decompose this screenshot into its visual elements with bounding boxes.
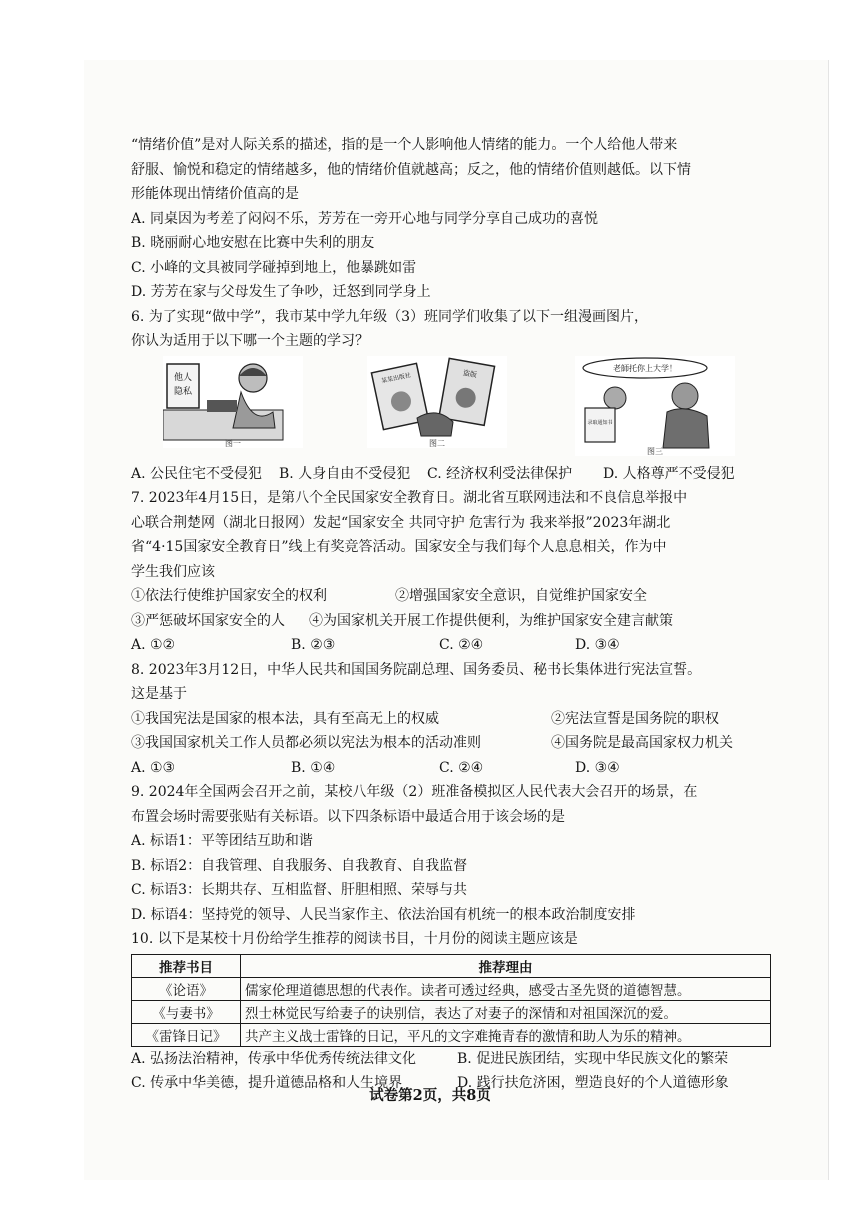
- q6-cartoons: [131, 356, 771, 456]
- fig2-sign-1: 某某出版社: [380, 371, 412, 385]
- q7-option-d: D. ③④: [575, 637, 620, 653]
- q6-option-d: D. 人格尊严不受侵犯: [603, 465, 735, 482]
- q8-option-d: D. ③④: [575, 759, 620, 776]
- fig1-sign-top: 他人: [173, 372, 193, 383]
- q6-options: [131, 462, 771, 487]
- q8-stem-line: 8. 2023年3月12日，中华人民共和国国务院副总理、国务委员、秘书长集体进行宪法宣誓。: [131, 661, 702, 678]
- q10-option-c: C. 传承中华美德，提升道德品格和人生境界: [131, 1075, 403, 1091]
- q7-option-a: A. ①②: [131, 637, 176, 653]
- table-header-reason: 推荐理由: [241, 954, 771, 977]
- q9-stem-line: 布置会场时需要张贴有关标语。以下四条标语中最适合用于该会场的是: [131, 808, 565, 825]
- q9-option-c: C. 标语3：长期共存、互相监督、肝胆相照、荣辱与共: [131, 882, 468, 898]
- q6-stem-line: 你认为适用于以下哪一个主题的学习？: [131, 333, 369, 349]
- q10-option-b: B. 促进民族团结，实现中华民族文化的繁荣: [457, 1050, 729, 1067]
- table-header-row: [132, 954, 771, 977]
- page-footer: 试卷第2页，共8页: [369, 1087, 491, 1104]
- q8-option-b: B. ①④: [291, 759, 336, 776]
- q6-stem-line: 6. 为了实现“做中学”，我市某中学九年级（3）班同学们收集了以下一组漫画图片，: [131, 308, 649, 325]
- q7-stem-line: 心联合荆楚网（湖北日报网）发起“国家安全 共同守护 危害行为 我来举报”2023年湖北: [131, 514, 671, 531]
- question-6: [131, 305, 771, 487]
- q10-stem: 10. 以下是某校十月份给学生推荐的阅读书目，十月份的阅读主题应该是: [131, 931, 578, 947]
- table-row: [132, 1000, 771, 1023]
- q7-option-c: C. ②④: [439, 637, 484, 653]
- q8-statements-row: [131, 731, 771, 756]
- q7-stem-line: 7. 2023年4月15日，是第八个全民国家安全教育日。湖北省互联网违法和不良信息举报中: [131, 490, 688, 506]
- q5-option-b: B. 晓丽耐心地安慰在比赛中失利的朋友: [131, 235, 375, 251]
- table-header-book: 推荐书目: [132, 954, 241, 977]
- q7-stem-line: 学生我们应该: [131, 563, 215, 580]
- q10-option-d: D. 践行扶危济困，塑造良好的个人道德形象: [457, 1075, 729, 1091]
- fig2-sign-2: 盗版: [462, 368, 478, 379]
- q5-option-c: C. 小峰的文具被同学碰掉到地上，他暴跳如雷: [131, 259, 417, 276]
- q8-statement-1: ①我国宪法是国家的根本法，具有至高无上的权威: [131, 710, 439, 727]
- q10-option-a: A. 弘扬法治精神，传承中华优秀传统法律文化: [131, 1050, 417, 1067]
- table-cell-book: 《雷锋日记》: [132, 1023, 241, 1046]
- fig3-caption: 图三: [647, 446, 663, 456]
- q5-stem-line: 形能体现出情绪价值高的是: [131, 186, 299, 202]
- fig1-sign-bottom: 隐私: [173, 386, 193, 397]
- question-5: [131, 133, 771, 305]
- q8-option-a: A. ①③: [131, 759, 176, 776]
- question-7: [131, 486, 771, 658]
- q10-options-row: [131, 1047, 771, 1072]
- table-cell-book: 《论语》: [132, 977, 241, 1000]
- table-cell-reason: 共产主义战士雷锋的日记，平凡的文字难掩青春的激情和助人为乐的精神。: [241, 1023, 771, 1046]
- q6-option-a: A. 公民住宅不受侵犯: [131, 465, 263, 482]
- q6-option-b: B. 人身自由不受侵犯: [279, 465, 411, 482]
- q7-option-b: B. ②③: [291, 637, 336, 653]
- q7-statements-row: [131, 609, 771, 634]
- q8-stem-line: 这是基于: [131, 686, 187, 702]
- q5-stem-line: 舒服、愉悦和稳定的情绪越多，他的情绪价值就越高；反之，他的情绪价值则越低。以下情: [131, 161, 691, 178]
- q8-statement-4: ④国务院是最高国家权力机关: [551, 735, 733, 751]
- q7-stem-line: 省“4·15国家安全教育日”线上有奖竞答活动。国家安全与我们每个人息息相关，作为中: [131, 539, 667, 555]
- q5-option-d: D. 芳芳在家与父母发生了争吵，迁怒到同学身上: [131, 284, 431, 300]
- table-cell-reason: 儒家伦理道德思想的代表作。读者可透过经典，感受古圣先贤的道德智慧。: [241, 977, 771, 1000]
- reading-list-table: [131, 954, 771, 1047]
- question-9: [131, 780, 771, 927]
- q9-option-b: B. 标语2：自我管理、自我服务、自我教育、自我监督: [131, 857, 468, 874]
- q9-stem-line: 9. 2024年全国两会召开之前，某校八年级（2）班准备模拟区人民代表大会召开的场景，在: [131, 784, 698, 800]
- cartoon-figure-2: [367, 356, 507, 448]
- fig3-card: 录取通知书: [587, 419, 613, 426]
- q7-statement-2: ②增强国家安全意识，自觉维护国家安全: [395, 588, 647, 604]
- q9-option-a: A. 标语1：平等团结互助和谐: [131, 833, 313, 849]
- table-row: [132, 1023, 771, 1046]
- table-cell-reason: 烈士林觉民写给妻子的诀别信，表达了对妻子的深情和对祖国深沉的爱。: [241, 1000, 771, 1023]
- q8-statements-row: [131, 707, 771, 732]
- table-row: [132, 977, 771, 1000]
- q9-option-d: D. 标语4：坚持党的领导、人民当家作主、依法治国有机统一的根本政治制度安排: [131, 906, 636, 923]
- q7-statement-3: ③严惩破坏国家安全的人: [131, 612, 285, 629]
- q6-option-c: C. 经济权利受法律保护: [427, 465, 573, 482]
- q5-option-a: A. 同桌因为考差了闷闷不乐，芳芳在一旁开心地与同学分享自己成功的喜悦: [131, 210, 599, 227]
- fig1-caption: 图一: [225, 438, 241, 448]
- q5-stem-line: “情绪价值”是对人际关系的描述，指的是一个人影响他人情绪的能力。一个人给他人带来: [131, 137, 678, 153]
- question-8: [131, 658, 771, 781]
- page-content: [131, 133, 771, 1096]
- q8-statement-2: ②宪法宣誓是国务院的职权: [551, 710, 719, 727]
- cartoon-figure-3: [575, 356, 735, 456]
- question-10: [131, 927, 771, 1096]
- cartoon-figure-1: [163, 356, 303, 448]
- table-cell-book: 《与妻书》: [132, 1000, 241, 1023]
- q7-options: [131, 633, 771, 658]
- fig2-caption: 图二: [429, 438, 445, 448]
- fig3-speech-bubble: 老師托你上大学！: [613, 363, 677, 373]
- q8-statement-3: ③我国国家机关工作人员都必须以宪法为根本的活动准则: [131, 735, 481, 751]
- q7-statement-4: ④为国家机关开展工作提供便利，为维护国家安全建言献策: [309, 612, 673, 629]
- q8-option-c: C. ②④: [439, 759, 484, 776]
- q7-statements-row: [131, 584, 771, 609]
- q7-statement-1: ①依法行使维护国家安全的权利: [131, 588, 327, 604]
- q8-options: [131, 756, 771, 781]
